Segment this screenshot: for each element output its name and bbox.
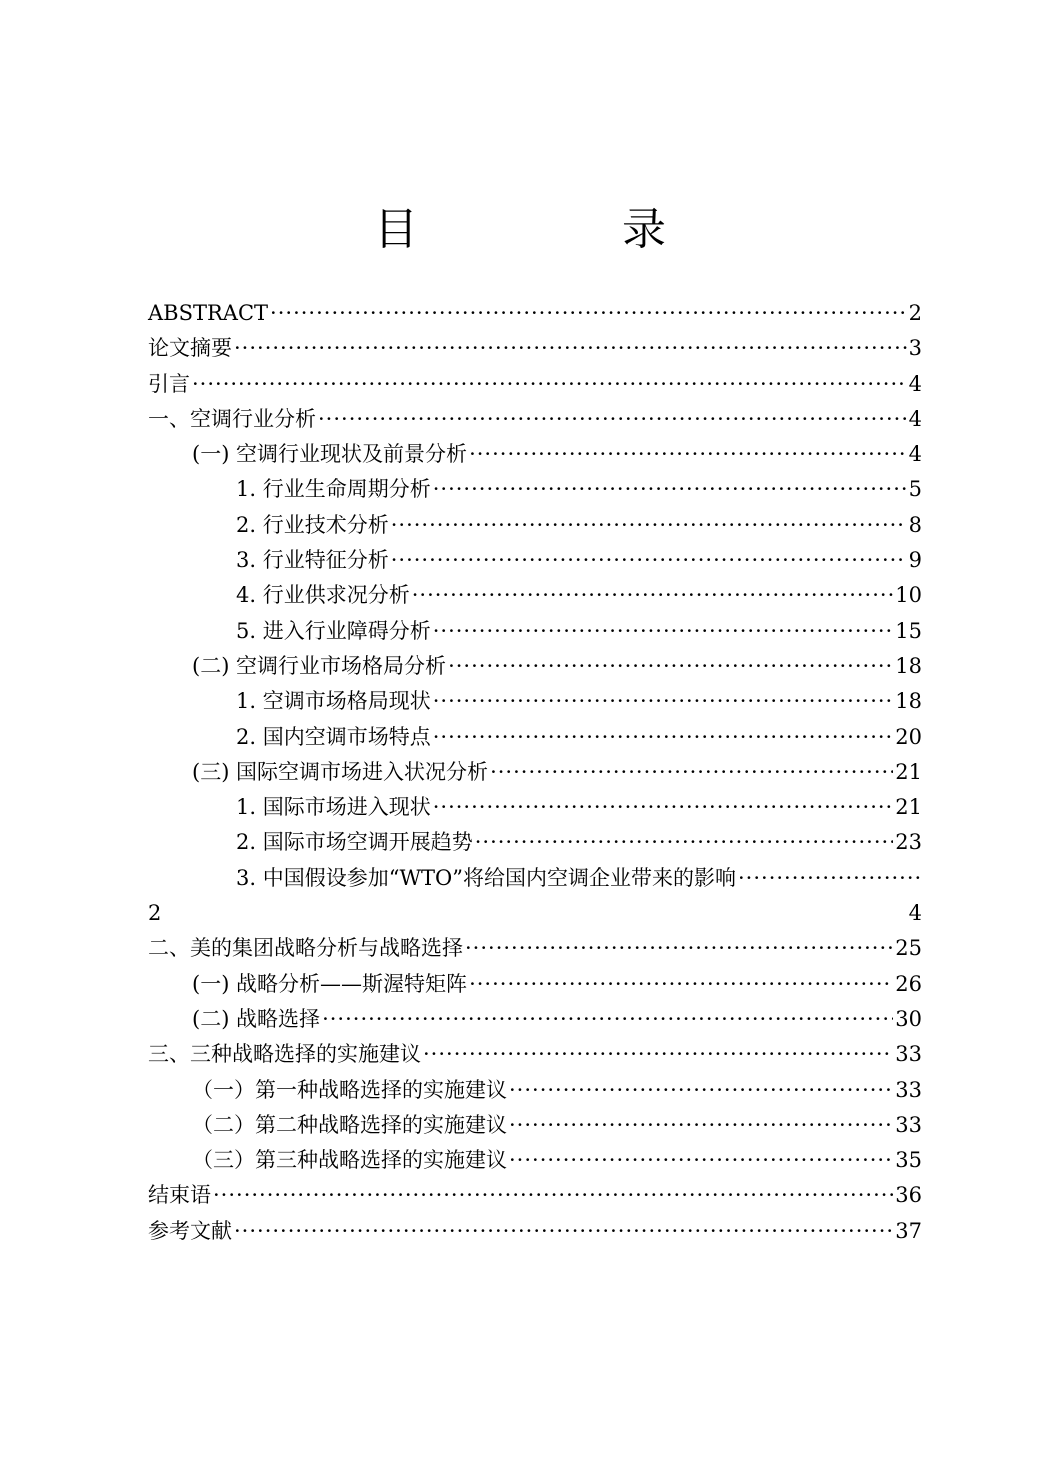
toc-entry[interactable] — [148, 967, 922, 1002]
toc-entry-page: 8 — [908, 512, 922, 537]
toc-entry-label: 引言 — [148, 371, 190, 396]
toc-entry-page: 33 — [895, 1112, 922, 1137]
toc-entry-label: （一）第一种战略选择的实施建议 — [192, 1077, 507, 1102]
toc-entry-label: (一) 战略分析——斯渥特矩阵 — [192, 971, 468, 996]
dot-leader — [322, 1002, 893, 1037]
dot-leader — [391, 508, 907, 543]
dot-leader — [234, 1214, 893, 1249]
toc-entry[interactable] — [148, 684, 922, 719]
toc-entry-label: 1. 空调市场格局现状 — [236, 689, 431, 714]
dot-leader — [423, 1037, 893, 1072]
toc-entry-label: 2. 国内空调市场特点 — [236, 724, 431, 749]
toc-entry-label: 4. 行业供求况分析 — [236, 583, 410, 608]
toc-entry[interactable] — [148, 578, 922, 613]
toc-entry-page: 36 — [895, 1183, 922, 1208]
toc-entry-label: 2 — [148, 901, 162, 926]
toc-entry[interactable] — [148, 755, 922, 790]
toc-entry-page: 21 — [895, 759, 922, 784]
toc-entry-page: 25 — [895, 936, 922, 961]
dot-leader — [738, 861, 920, 896]
toc-entry-page: 18 — [895, 653, 922, 678]
dot-leader — [192, 367, 907, 402]
toc-entry-label: 3. 中国假设参加“WTO”将给国内空调企业带来的影响 — [236, 865, 736, 890]
toc-entry[interactable] — [148, 1143, 922, 1178]
dot-leader — [318, 402, 907, 437]
toc-entry[interactable] — [148, 543, 922, 578]
toc-entry[interactable] — [148, 508, 922, 543]
dot-leader — [412, 578, 894, 613]
toc-entry-page: 37 — [895, 1218, 922, 1243]
toc-entry-page: 30 — [895, 1006, 922, 1031]
dot-leader — [433, 614, 894, 649]
dot-leader — [469, 437, 907, 472]
dot-leader — [270, 296, 907, 331]
toc-entry[interactable] — [148, 1108, 922, 1143]
dot-leader — [433, 790, 894, 825]
toc-entry[interactable] — [148, 614, 922, 649]
dot-leader — [391, 543, 907, 578]
toc-entry-label: 1. 行业生命周期分析 — [236, 477, 431, 502]
toc-entry[interactable] — [148, 1214, 922, 1249]
toc-entry-label: ABSTRACT — [148, 301, 269, 325]
toc-entry-page: 9 — [908, 548, 922, 573]
toc-entry-page: 33 — [895, 1042, 922, 1067]
dot-leader — [509, 1108, 893, 1143]
toc-entry[interactable] — [148, 649, 922, 684]
page-title: 目 录 — [374, 204, 746, 255]
toc-entry-page: 26 — [895, 971, 922, 996]
toc-entry-label: 1. 国际市场进入现状 — [236, 795, 431, 820]
dot-leader — [448, 649, 893, 684]
toc-entry-page: 4 — [908, 901, 922, 926]
toc-entry-page: 15 — [895, 618, 922, 643]
toc-entry-page: 5 — [908, 477, 922, 502]
toc-entry[interactable] — [148, 861, 922, 896]
toc-entry-page: 2 — [908, 301, 922, 325]
toc-entry-page: 20 — [895, 724, 922, 749]
toc-entry-label: 2. 行业技术分析 — [236, 512, 389, 537]
dot-leader — [509, 1073, 893, 1108]
toc-entry[interactable] — [148, 931, 922, 966]
toc-entry-page: 33 — [895, 1077, 922, 1102]
toc-entry-page: 35 — [895, 1148, 922, 1173]
toc-entry-label: (三) 国际空调市场进入状况分析 — [192, 759, 489, 784]
dot-leader — [234, 331, 907, 366]
toc-entry[interactable] — [148, 367, 922, 402]
toc-entry-label: 结束语 — [148, 1183, 211, 1208]
toc-entry[interactable] — [148, 1037, 922, 1072]
toc-entry-page: 18 — [895, 689, 922, 714]
toc-entry[interactable] — [148, 331, 922, 366]
toc-entry[interactable] — [148, 896, 922, 931]
toc-entry-label: 3. 行业特征分析 — [236, 548, 389, 573]
toc-entry[interactable] — [148, 790, 922, 825]
toc-entry-page: 4 — [908, 442, 922, 467]
toc-entry-label: 论文摘要 — [148, 336, 232, 361]
toc-entry-page: 21 — [895, 795, 922, 820]
toc-entry-page: 4 — [908, 406, 922, 431]
toc-entry-label: （二）第二种战略选择的实施建议 — [192, 1112, 507, 1137]
toc-entry[interactable] — [148, 1073, 922, 1108]
dot-leader — [490, 755, 893, 790]
toc-entry-page: 23 — [895, 830, 922, 855]
toc-entry-label: (二) 战略选择 — [192, 1006, 321, 1031]
toc-entry[interactable] — [148, 296, 922, 331]
toc-entry-page: 4 — [908, 371, 922, 396]
dot-leader — [465, 931, 893, 966]
toc-entry-label: 二、美的集团战略分析与战略选择 — [148, 936, 463, 961]
dot-leader — [509, 1143, 893, 1178]
toc-entry-label: 参考文献 — [148, 1218, 232, 1243]
toc-entry[interactable] — [148, 720, 922, 755]
toc-entry-label: （三）第三种战略选择的实施建议 — [192, 1148, 507, 1173]
toc-entry-label: 2. 国际市场空调开展趋势 — [236, 830, 473, 855]
toc-entry[interactable] — [148, 825, 922, 860]
toc-entry[interactable] — [148, 472, 922, 507]
dot-leader — [213, 1178, 893, 1213]
dot-leader — [433, 720, 894, 755]
toc-entry-label: 5. 进入行业障碍分析 — [236, 618, 431, 643]
toc-entry-page: 3 — [908, 336, 922, 361]
toc-entry[interactable] — [148, 402, 922, 437]
toc-entry-label: (二) 空调行业市场格局分析 — [192, 653, 447, 678]
toc-entry-label: (一) 空调行业现状及前景分析 — [192, 442, 468, 467]
toc-entry[interactable] — [148, 1178, 922, 1213]
dot-leader — [433, 472, 907, 507]
dot-leader — [475, 825, 894, 860]
toc-entry-label: 三、三种战略选择的实施建议 — [148, 1042, 421, 1067]
toc-entry[interactable] — [148, 437, 922, 472]
table-of-contents — [148, 296, 922, 1249]
dot-leader — [469, 967, 893, 1002]
toc-entry[interactable] — [148, 1002, 922, 1037]
toc-entry-page: 10 — [895, 583, 922, 608]
toc-entry-label: 一、空调行业分析 — [148, 406, 316, 431]
dot-leader — [433, 684, 894, 719]
